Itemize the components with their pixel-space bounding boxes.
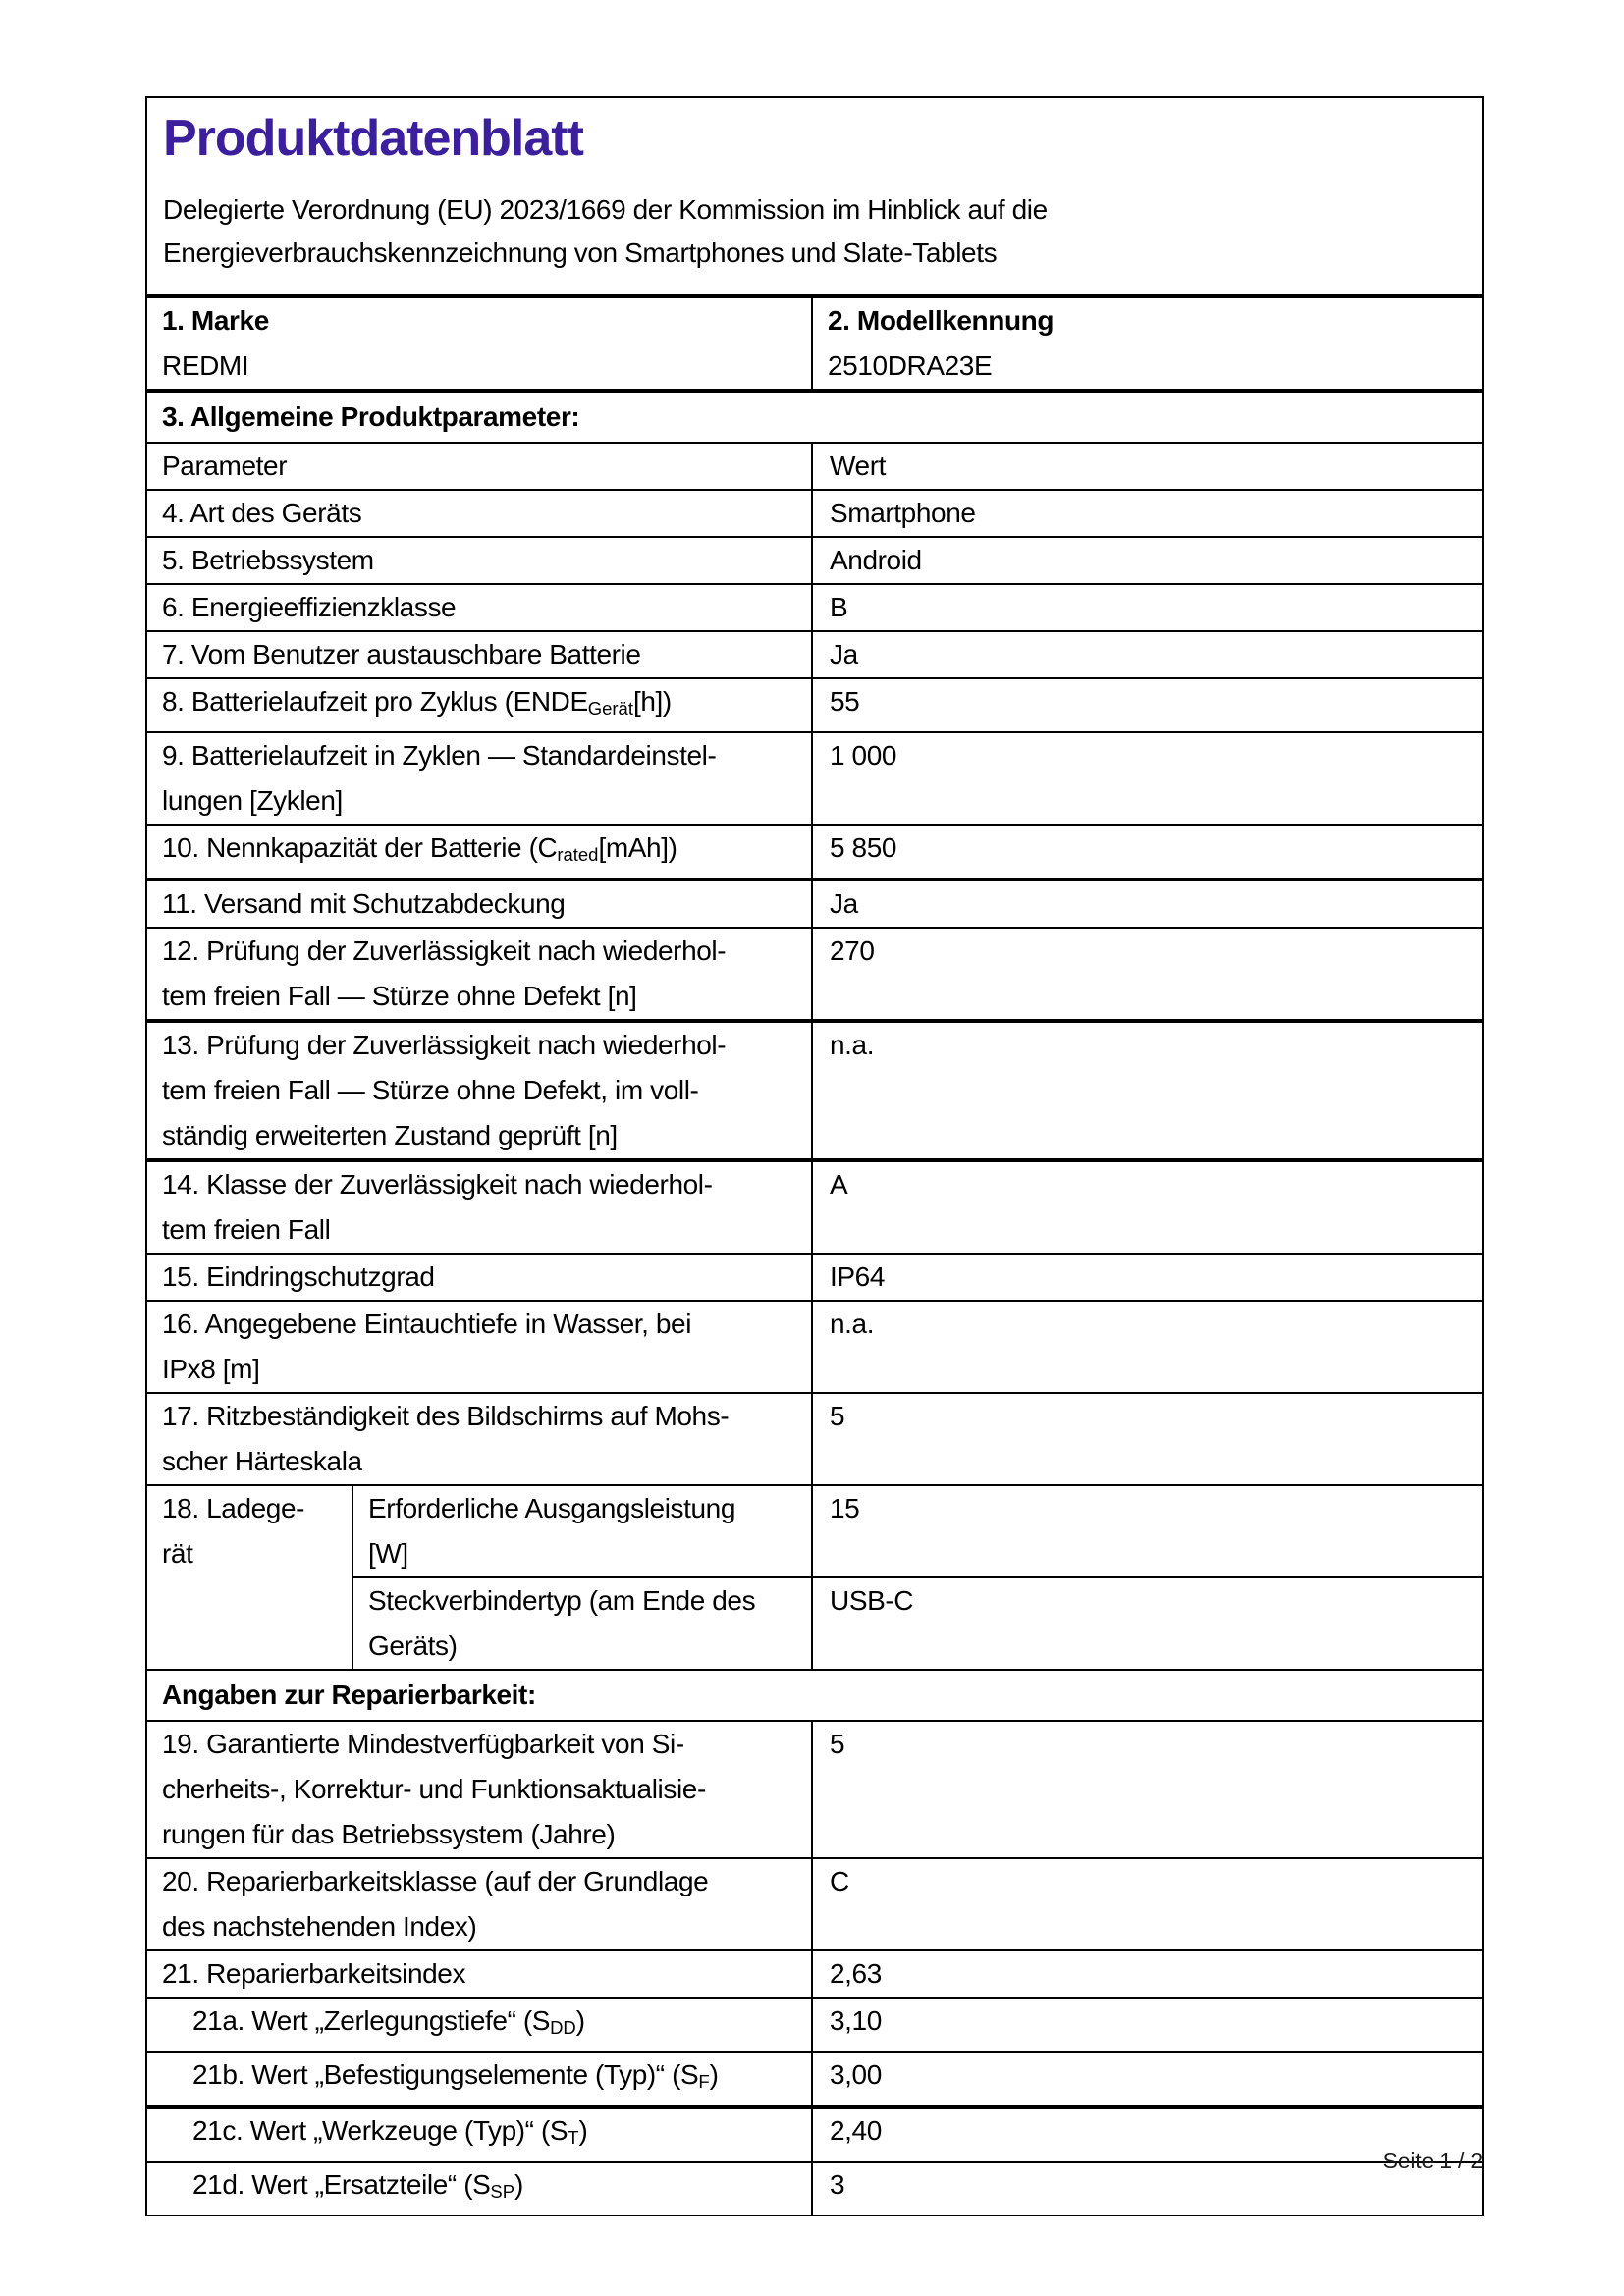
param-label — [146, 1950, 812, 1998]
param-label — [146, 584, 812, 631]
table-row — [146, 1950, 1483, 1998]
param-label — [146, 1254, 812, 1301]
datasheet — [145, 96, 1482, 2216]
param-value — [812, 584, 1483, 631]
param-value-text: 15 — [830, 1493, 860, 1524]
model-cell — [812, 296, 1483, 391]
section-header: 3. Allgemeine Produktparameter: — [146, 391, 1483, 443]
param-value-text: 2,40 — [830, 2115, 882, 2147]
param-label-line: 6. Energieeffizienzklasse — [162, 592, 457, 622]
param-label-line: rungen für das Betriebssystem (Jahre) — [162, 1819, 616, 1850]
param-value — [812, 631, 1483, 678]
param-value — [812, 1721, 1483, 1858]
param-sublabel — [352, 1577, 812, 1670]
label-text: ) — [709, 2059, 719, 2091]
param-label-line: 19. Garantierte Mindestverfügbarkeit von Si- — [162, 1729, 684, 1760]
param-value — [812, 678, 1483, 732]
table-row — [146, 537, 1483, 584]
label-subscript: SP — [490, 2181, 515, 2203]
regulation-subtitle — [163, 188, 1466, 275]
param-label-line: 21. Reparierbarkeitsindex — [162, 1958, 466, 1990]
model-label: 2. Modellkennung — [828, 305, 1055, 336]
param-value-text: C — [830, 1866, 849, 1897]
param-label-line: lungen [Zyklen] — [162, 785, 343, 817]
param-label — [146, 825, 812, 880]
param-value-text: B — [830, 592, 848, 622]
regulation-subtitle-line1: Delegierte Verordnung (EU) 2023/1669 der Kommission im Hinblick auf die — [163, 194, 1048, 225]
param-value — [812, 1021, 1483, 1160]
param-value — [812, 1577, 1483, 1670]
label-text: ) — [578, 2115, 588, 2147]
param-label — [146, 1021, 812, 1160]
param-label-line: 13. Prüfung der Zuverlässigkeit nach wiederhol- — [162, 1030, 727, 1061]
param-label-line: des nachstehenden Index) — [162, 1911, 477, 1943]
product-table — [145, 96, 1484, 2216]
param-value — [812, 1485, 1483, 1577]
param-label — [146, 1858, 812, 1950]
table-row — [146, 732, 1483, 825]
label-text: 8. Batterielaufzeit pro Zyklus (ENDE — [162, 686, 588, 717]
param-label-line: 16. Angegebene Eintauchtiefe in Wasser, bei — [162, 1308, 692, 1340]
param-label-line: scher Härteskala — [162, 1446, 362, 1477]
param-label-line: tem freien Fall — Stürze ohne Defekt, im voll- — [162, 1075, 699, 1106]
param-label-line — [192, 2163, 796, 2215]
table-row — [146, 678, 1483, 732]
param-label-line: 7. Vom Benutzer austauschbare Batterie — [162, 639, 641, 669]
param-label-line — [192, 2109, 796, 2161]
param-value — [812, 825, 1483, 880]
param-value — [812, 1160, 1483, 1254]
param-label — [146, 928, 812, 1021]
param-label — [146, 443, 812, 490]
param-group-label — [146, 1485, 352, 1670]
param-value-text: n.a. — [830, 1030, 875, 1061]
param-label-line: 11. Versand mit Schutzabdeckung — [162, 888, 566, 920]
label-text: ) — [514, 2169, 523, 2201]
param-value — [812, 443, 1483, 490]
param-label-line: Parameter — [162, 451, 288, 481]
param-value — [812, 928, 1483, 1021]
table-row — [146, 1721, 1483, 1858]
table-row — [146, 880, 1483, 928]
param-label-line: tem freien Fall — [162, 1214, 331, 1246]
param-label-line: Erforderliche Ausgangsleistung — [368, 1493, 736, 1524]
param-label-line: rät — [162, 1538, 193, 1570]
param-value-text: Smartphone — [830, 498, 976, 528]
param-label-line: tem freien Fall — Stürze ohne Defekt [n] — [162, 981, 637, 1012]
param-value-text: 5 850 — [830, 832, 897, 864]
param-label — [146, 1393, 812, 1485]
label-subscript: T — [568, 2127, 579, 2149]
label-text: [mAh]) — [598, 832, 677, 864]
param-label-line — [162, 826, 796, 878]
section-row — [146, 1670, 1483, 1721]
param-value — [812, 2107, 1483, 2162]
param-label-line: 18. Ladege- — [162, 1493, 305, 1524]
param-value-text: 5 — [830, 1729, 845, 1760]
param-label-line: 12. Prüfung der Zuverlässigkeit nach wiederhol- — [162, 935, 727, 967]
param-label-line: 20. Reparierbarkeitsklasse (auf der Grundlage — [162, 1866, 709, 1897]
param-value-text: 3 — [830, 2169, 845, 2201]
param-value — [812, 732, 1483, 825]
label-text: 21c. Wert „Werkzeuge (Typ)“ (S — [192, 2115, 568, 2147]
param-value-text: 270 — [830, 935, 875, 967]
table-row — [146, 631, 1483, 678]
param-label — [146, 2052, 812, 2107]
brand-value: REDMI — [162, 350, 249, 381]
title-cell — [146, 97, 1483, 296]
param-value-text: Ja — [830, 888, 858, 920]
label-text: 21b. Wert „Befestigungselemente (Typ)“ (S — [192, 2059, 699, 2091]
param-value — [812, 880, 1483, 928]
param-label-line: 5. Betriebssystem — [162, 545, 374, 575]
param-value-text: 1 000 — [830, 740, 897, 772]
param-value-text: 2,63 — [830, 1958, 882, 1990]
section-header: Angaben zur Reparierbarkeit: — [146, 1670, 1483, 1721]
param-sublabel — [352, 1485, 812, 1577]
param-label-line — [162, 679, 796, 731]
param-value-text: Ja — [830, 639, 858, 669]
param-value — [812, 1301, 1483, 1393]
param-label-line: [W] — [368, 1538, 408, 1570]
table-row — [146, 1858, 1483, 1950]
table-row — [146, 584, 1483, 631]
param-label-line: 9. Batterielaufzeit in Zyklen — Standardeinstel- — [162, 740, 717, 772]
param-value-text: USB-C — [830, 1585, 914, 1617]
param-value-text: IP64 — [830, 1261, 885, 1293]
param-value-text: n.a. — [830, 1308, 875, 1340]
param-label — [146, 880, 812, 928]
footer-page-number: Seite 1 / 2 — [1382, 2148, 1483, 2173]
table-row — [146, 1998, 1483, 2052]
param-label — [146, 1301, 812, 1393]
table-row — [146, 1301, 1483, 1393]
param-value-text: 55 — [830, 686, 860, 717]
brand-label: 1. Marke — [162, 305, 269, 336]
param-label — [146, 1160, 812, 1254]
param-label-line: Geräts) — [368, 1630, 458, 1662]
param-label — [146, 631, 812, 678]
param-label-line: 4. Art des Geräts — [162, 498, 362, 528]
param-label-line: Steckverbindertyp (am Ende des — [368, 1585, 756, 1617]
param-label — [146, 490, 812, 537]
page-title: Produktdatenblatt — [163, 110, 583, 167]
label-text: ) — [575, 2005, 585, 2037]
label-subscript: Gerät — [587, 698, 633, 720]
label-text: [h]) — [632, 686, 672, 717]
param-label — [146, 537, 812, 584]
label-subscript: rated — [557, 844, 599, 866]
param-label-line: cherheits-, Korrektur- und Funktionsaktualisie- — [162, 1774, 706, 1805]
table-row — [146, 2052, 1483, 2107]
param-label-line: 15. Eindringschutzgrad — [162, 1261, 435, 1293]
label-subscript: F — [698, 2071, 710, 2093]
param-label-line: 14. Klasse der Zuverlässigkeit nach wiederhol- — [162, 1169, 713, 1201]
label-text: 10. Nennkapazität der Batterie (C — [162, 832, 558, 864]
label-text: 21d. Wert „Ersatzteile“ (S — [192, 2169, 491, 2201]
table-row — [146, 1393, 1483, 1485]
param-value — [812, 2052, 1483, 2107]
section-row — [146, 391, 1483, 443]
brand-cell — [146, 296, 812, 391]
param-value — [812, 1254, 1483, 1301]
param-label — [146, 2107, 812, 2162]
label-subscript: DD — [550, 2017, 576, 2039]
param-label — [146, 1721, 812, 1858]
param-value — [812, 1858, 1483, 1950]
brand-model-row — [146, 296, 1483, 391]
param-value — [812, 537, 1483, 584]
table-row — [146, 1160, 1483, 1254]
param-value — [812, 490, 1483, 537]
param-value-text: 3,10 — [830, 2005, 882, 2037]
table-row — [146, 1021, 1483, 1160]
param-value-text: 3,00 — [830, 2059, 882, 2091]
table-row — [146, 825, 1483, 880]
param-label — [146, 732, 812, 825]
table-row — [146, 443, 1483, 490]
param-label-line: 17. Ritzbeständigkeit des Bildschirms auf Mohs- — [162, 1401, 730, 1432]
table-row — [146, 2107, 1483, 2162]
model-value: 2510DRA23E — [828, 350, 993, 381]
param-label-line — [192, 2053, 796, 2105]
param-label-line: ständig erweiterten Zustand geprüft [n] — [162, 1120, 618, 1151]
param-value-text: Android — [830, 545, 922, 575]
param-value — [812, 1393, 1483, 1485]
title-row — [146, 97, 1483, 296]
param-value — [812, 1998, 1483, 2052]
param-value-text: Wert — [830, 451, 886, 481]
table-row — [146, 490, 1483, 537]
param-label-line — [192, 1999, 796, 2051]
param-label-line: IPx8 [m] — [162, 1354, 260, 1385]
param-value-text: A — [830, 1169, 848, 1201]
table-row — [146, 1254, 1483, 1301]
param-label — [146, 678, 812, 732]
label-text: 21a. Wert „Zerlegungstiefe“ (S — [192, 2005, 551, 2037]
param-value — [812, 1950, 1483, 1998]
param-value — [812, 2162, 1483, 2216]
param-value-text: 5 — [830, 1401, 845, 1432]
table-row — [146, 1485, 1483, 1577]
param-label — [146, 2162, 812, 2216]
table-row — [146, 2162, 1483, 2216]
regulation-subtitle-line2: Energieverbrauchskennzeichnung von Smartphones und Slate-Tablets — [163, 238, 998, 268]
table-row — [146, 928, 1483, 1021]
param-label — [146, 1998, 812, 2052]
